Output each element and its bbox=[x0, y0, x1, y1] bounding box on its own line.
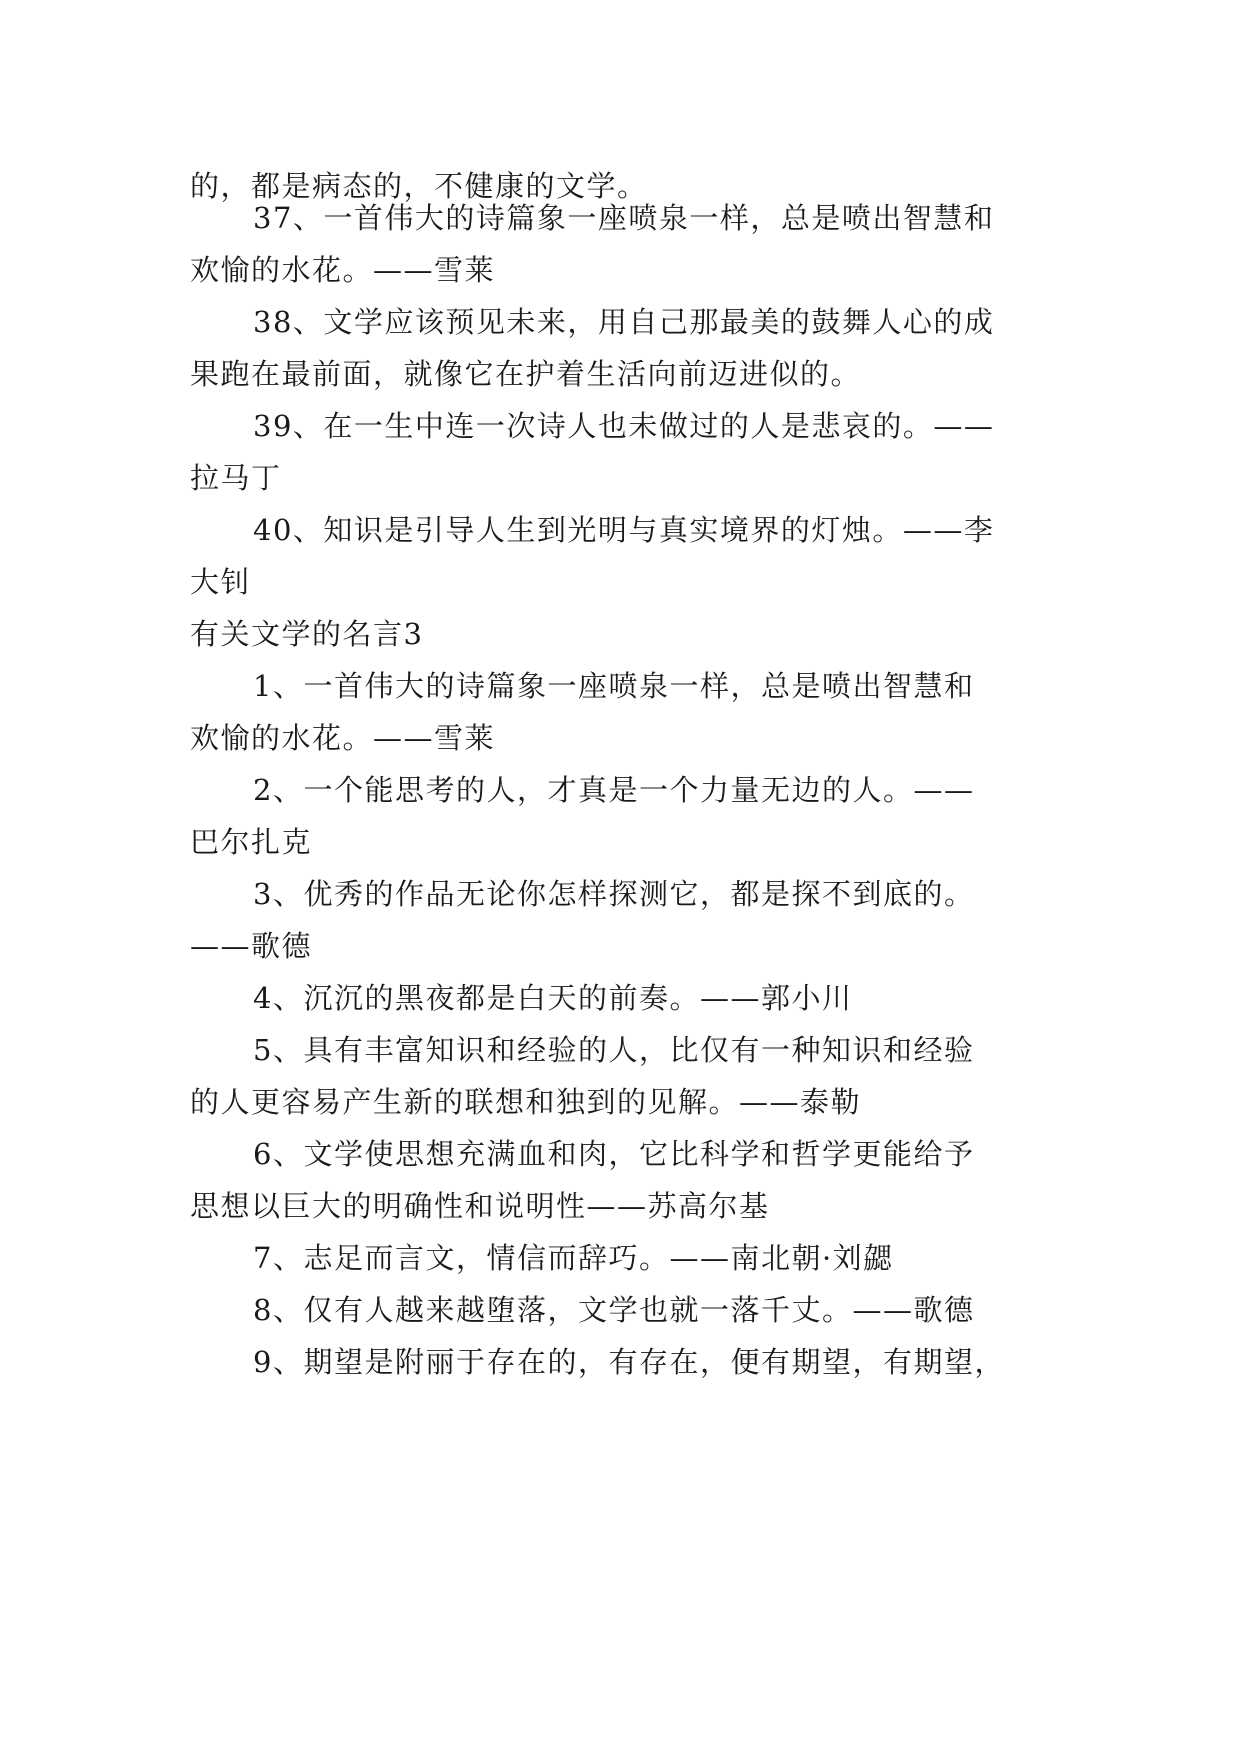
quote-7: 7、志足而言文，情信而辞巧。——南北朝·刘勰 bbox=[253, 1241, 894, 1275]
quote-39: 39、在一生中连一次诗人也未做过的人是悲哀的。—— bbox=[253, 409, 995, 443]
quote-40: 40、知识是引导人生到光明与真实境界的灯烛。——李 bbox=[253, 513, 995, 547]
text-line: 果跑在最前面，就像它在护着生活向前迈进似的。 bbox=[190, 357, 862, 391]
text-line: 大钊 bbox=[190, 565, 252, 599]
text-line: 的，都是病态的，不健康的文学。 bbox=[190, 169, 648, 203]
text-line: 巴尔扎克 bbox=[190, 825, 313, 859]
text-line: 思想以巨大的明确性和说明性——苏高尔基 bbox=[190, 1189, 770, 1223]
text-line: 欢愉的水花。——雪莱 bbox=[190, 253, 496, 287]
quote-8: 8、仅有人越来越堕落，文学也就一落千丈。——歌德 bbox=[253, 1293, 975, 1327]
text-line: ——歌德 bbox=[190, 929, 313, 963]
section-heading: 有关文学的名言3 bbox=[190, 617, 424, 651]
quote-5: 5、具有丰富知识和经验的人，比仅有一种知识和经验 bbox=[253, 1033, 975, 1067]
text-line: 拉马丁 bbox=[190, 461, 282, 495]
text-line: 的人更容易产生新的联想和独到的见解。——泰勒 bbox=[190, 1085, 862, 1119]
quote-38: 38、文学应该预见未来，用自己那最美的鼓舞人心的成 bbox=[253, 305, 995, 339]
quote-4: 4、沉沉的黑夜都是白天的前奏。——郭小川 bbox=[253, 981, 853, 1015]
text-line: 欢愉的水花。——雪莱 bbox=[190, 721, 496, 755]
quote-2: 2、一个能思考的人，才真是一个力量无边的人。—— bbox=[253, 773, 975, 807]
quote-3: 3、优秀的作品无论你怎样探测它，都是探不到底的。 bbox=[253, 877, 975, 911]
quote-9: 9、期望是附丽于存在的，有存在，便有期望，有期望， bbox=[253, 1345, 1005, 1379]
quote-6: 6、文学使思想充满血和肉，它比科学和哲学更能给予 bbox=[253, 1137, 975, 1171]
quote-37: 37、一首伟大的诗篇象一座喷泉一样，总是喷出智慧和 bbox=[253, 201, 995, 235]
quote-1: 1、一首伟大的诗篇象一座喷泉一样，总是喷出智慧和 bbox=[253, 669, 975, 703]
